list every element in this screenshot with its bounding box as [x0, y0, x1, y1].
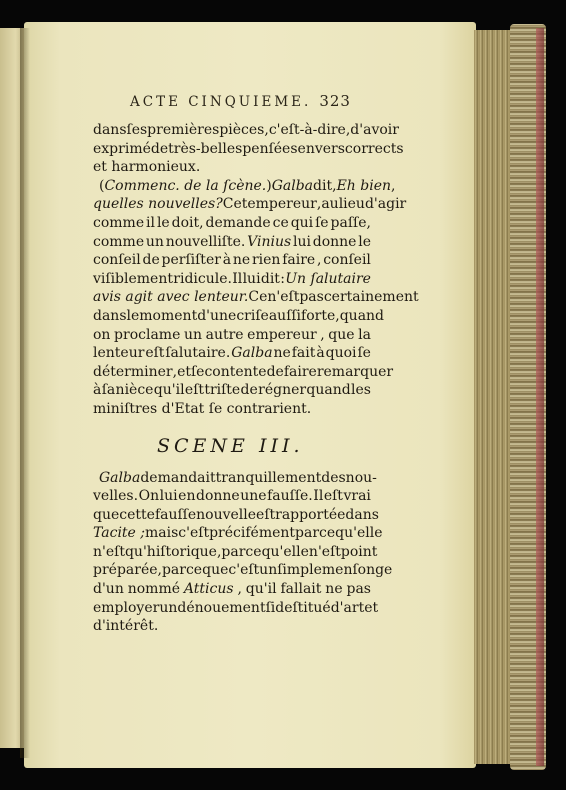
word: ne — [232, 252, 251, 269]
word: quand — [339, 307, 385, 324]
word: ſa — [101, 382, 116, 399]
word: en — [178, 488, 196, 505]
word: , — [264, 122, 269, 138]
word: moment — [139, 307, 198, 324]
word: Eh bien — [336, 177, 391, 194]
word: Commenc. de la ſcène. — [104, 177, 267, 194]
text-line — [93, 363, 394, 382]
word: dit — [260, 270, 280, 287]
word: à — [93, 382, 102, 399]
word: nou- — [345, 469, 377, 486]
word: régner — [258, 382, 307, 399]
word: donne — [312, 233, 357, 250]
word: d'art — [330, 599, 365, 616]
word: ne — [325, 581, 343, 598]
word: comme — [93, 233, 145, 250]
word: un — [145, 233, 164, 250]
word: eſt — [184, 382, 204, 399]
word: , — [335, 307, 340, 324]
word: d'intérêt. — [93, 618, 159, 635]
word: lui — [242, 270, 261, 287]
text-line — [93, 469, 377, 488]
running-title: ACTE CINQUIEME. — [130, 94, 312, 110]
word: velles. — [93, 488, 139, 505]
word: le — [126, 307, 140, 324]
word: Atticus — [183, 581, 234, 598]
word: n'eſt — [93, 543, 125, 560]
word: employer — [93, 599, 160, 616]
word: faire — [282, 252, 316, 269]
word: On — [138, 488, 160, 505]
paragraph-3 — [93, 469, 393, 636]
word: qu'il — [245, 581, 277, 598]
word: Cet — [222, 196, 248, 213]
word: Il — [313, 488, 324, 505]
text-line — [93, 561, 393, 580]
word: triſte — [204, 382, 241, 399]
word: parce — [161, 562, 203, 579]
word: un — [159, 599, 178, 616]
text-line — [93, 344, 371, 363]
word: à — [222, 252, 232, 269]
word: paſſe, — [330, 214, 371, 231]
text-line — [93, 214, 371, 233]
word: que — [93, 506, 120, 523]
word: pièces — [219, 122, 265, 138]
word: ſimple — [277, 562, 322, 579]
word: à — [316, 345, 325, 362]
text-line — [93, 543, 378, 562]
word: Tacite ; — [93, 525, 145, 542]
word: fauſſe — [154, 506, 197, 523]
word: conſeil — [323, 252, 371, 269]
word: le — [156, 214, 170, 231]
word: et — [177, 363, 191, 380]
word: fait — [291, 345, 316, 362]
word: tranquillement — [215, 469, 322, 486]
word: dans — [345, 506, 379, 523]
word: dans — [93, 307, 127, 324]
word: avis agit avec lenteur. — [93, 289, 249, 306]
word: ne — [273, 345, 291, 362]
word: quoi — [325, 345, 357, 362]
word: donne — [196, 488, 240, 505]
word: d'avoir — [350, 122, 399, 138]
word: dénouement — [177, 599, 266, 616]
word: eſt — [323, 488, 343, 505]
word: , — [157, 562, 162, 579]
running-header — [130, 92, 460, 110]
word: dans — [93, 122, 127, 138]
word: nouvelliſte. — [165, 233, 246, 250]
word: , — [316, 196, 322, 213]
word: ( — [99, 177, 105, 194]
word: pas — [346, 581, 371, 598]
word: qui — [290, 214, 314, 231]
text-line — [93, 158, 371, 177]
word: auſſi — [268, 307, 302, 324]
text-line — [93, 140, 404, 159]
word: parce — [295, 525, 336, 542]
word: la — [358, 326, 371, 343]
text-line — [93, 580, 371, 599]
word: demande — [205, 214, 271, 231]
word: , — [391, 177, 396, 194]
word: vers — [314, 140, 345, 157]
word: c'eſt — [228, 562, 260, 579]
word: de — [240, 382, 258, 399]
word: parce — [221, 543, 262, 560]
word: corrects — [344, 140, 404, 157]
word: cette — [119, 506, 155, 523]
word: n'eſt — [308, 543, 341, 560]
word: eſt — [145, 345, 165, 362]
word: et — [364, 599, 379, 616]
word: doit, — [171, 214, 204, 231]
word: nouvelle — [196, 506, 257, 523]
word: que — [202, 562, 229, 579]
word: autre — [205, 326, 244, 343]
word: des — [321, 469, 346, 486]
word: ſalutaire. — [165, 345, 231, 362]
word: viſiblement — [93, 270, 173, 287]
word: un — [183, 326, 202, 343]
word: ſes — [126, 122, 148, 138]
word: c'eſt — [178, 525, 210, 542]
word: Vinius — [247, 233, 292, 250]
word: ſe — [204, 400, 223, 417]
word: comme — [93, 214, 145, 231]
word: qu'il — [153, 382, 185, 399]
word: d'un — [93, 581, 124, 598]
word: fauſſe. — [267, 488, 313, 505]
text-line — [93, 233, 371, 252]
text-line — [93, 251, 371, 270]
word: vrai — [343, 488, 371, 505]
word: lieu — [338, 196, 365, 213]
word: les — [351, 382, 371, 399]
word: , — [172, 363, 178, 380]
word: quand — [306, 382, 351, 399]
word: , — [216, 543, 222, 560]
word: Ce — [248, 289, 268, 306]
word: , — [237, 581, 242, 598]
word: précifément — [209, 525, 296, 542]
word: qu'hiſtorique — [124, 543, 217, 560]
word: un — [259, 562, 278, 579]
word: lui — [159, 488, 178, 505]
word: exprimé — [93, 140, 151, 157]
word: une — [240, 488, 267, 505]
word: Galba — [271, 177, 314, 194]
word: empereur — [247, 196, 317, 213]
word: contrarient. — [222, 400, 312, 417]
word: préparée — [93, 562, 158, 579]
word: n'eſt — [267, 289, 300, 306]
word: Galba — [231, 345, 273, 362]
word: très-belles — [168, 140, 243, 157]
word: menſonge — [321, 562, 393, 579]
text-line — [93, 599, 379, 618]
word: mais — [145, 525, 179, 542]
word: Un ſalutaire — [285, 270, 371, 287]
scene-heading: SCENE III. — [157, 434, 304, 457]
word: certainement — [323, 289, 419, 306]
text-line — [93, 400, 371, 419]
word: dit — [313, 177, 333, 194]
word: on — [93, 326, 111, 343]
word: penſées — [242, 140, 298, 157]
page-text — [93, 121, 419, 636]
word: : — [280, 270, 285, 287]
word: nommé — [127, 581, 181, 598]
word: d'agir — [364, 196, 407, 213]
text-line — [93, 195, 407, 214]
word: ridicule. — [173, 270, 232, 287]
word: il — [146, 214, 156, 231]
word: qu'elle — [335, 525, 383, 542]
word: criſe — [236, 307, 269, 324]
word: nièce — [115, 382, 154, 399]
word: perſiſter — [161, 252, 221, 269]
word: ſe — [357, 345, 371, 362]
word: d'Etat — [157, 400, 205, 417]
word: proclame — [114, 326, 181, 343]
text-line — [93, 121, 399, 140]
word: déterminer — [93, 363, 173, 380]
paragraph-2 — [93, 177, 419, 419]
word: Galba — [99, 469, 141, 486]
word: , — [320, 326, 325, 343]
word: de — [142, 252, 160, 269]
word: d'une — [197, 307, 237, 324]
word: au — [321, 196, 339, 213]
word: lenteur — [93, 345, 145, 362]
word: ſe — [190, 363, 205, 380]
word: ſi — [265, 599, 276, 616]
binding-red-edge — [536, 28, 544, 766]
word: et — [93, 159, 107, 176]
word: conſeil — [93, 252, 141, 269]
text-line — [93, 381, 371, 400]
word: pas — [299, 289, 324, 306]
text-line — [93, 617, 371, 636]
word: contente — [204, 363, 267, 380]
word: ) — [266, 177, 272, 194]
word: quelles nouvelles? — [93, 196, 223, 213]
word: harmonieux. — [106, 159, 201, 176]
word: miniſtres — [93, 400, 158, 417]
word: que — [328, 326, 355, 343]
word: deſtitué — [275, 599, 331, 616]
book-gutter — [20, 28, 30, 758]
word: en — [297, 140, 315, 157]
word: qu'elle — [261, 543, 309, 560]
word: faire — [283, 363, 317, 380]
word: rien — [251, 252, 281, 269]
word: rapportée — [275, 506, 346, 523]
word: forte — [301, 307, 336, 324]
word: ce — [272, 214, 289, 231]
text-line — [93, 270, 371, 289]
word: le — [358, 233, 371, 250]
text-line — [93, 177, 396, 196]
word: de — [266, 363, 284, 380]
word: Il — [232, 270, 243, 287]
word: de — [150, 140, 169, 157]
text-line — [93, 326, 371, 345]
word: , — [316, 252, 322, 269]
paragraph-1 — [93, 121, 404, 177]
text-line — [93, 487, 371, 506]
text-line — [93, 506, 379, 525]
text-line — [93, 288, 419, 307]
page-number: 323 — [319, 92, 351, 110]
word: , — [332, 177, 337, 194]
word: ſe — [315, 214, 329, 231]
word: premières — [147, 122, 220, 138]
word: point — [340, 543, 378, 560]
word: remarquer — [316, 363, 394, 380]
text-line — [93, 524, 383, 543]
word: fallait — [280, 581, 322, 598]
text-line — [93, 307, 385, 326]
word: demandait — [140, 469, 216, 486]
word: c'eſt-à-dire, — [268, 122, 351, 138]
word: lui — [292, 233, 311, 250]
word: eſt — [256, 506, 276, 523]
word: empereur — [247, 326, 317, 343]
